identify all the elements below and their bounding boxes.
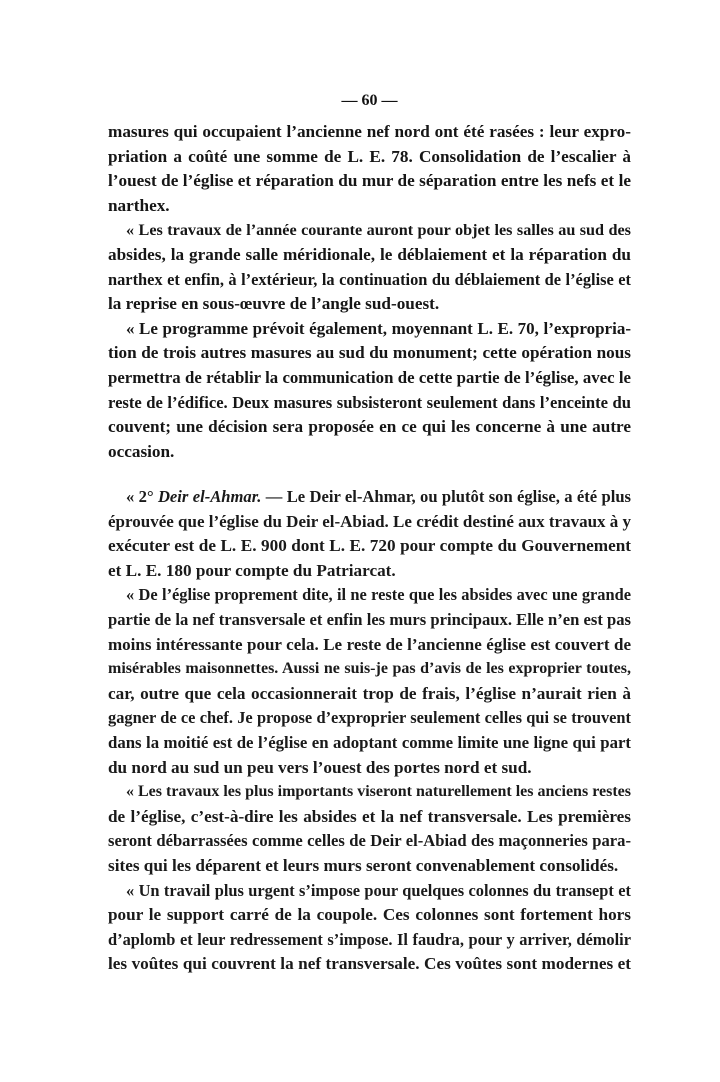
text-line: « Le programme prévoit également, moyennant L. E. 70, l’expropria- xyxy=(126,318,631,338)
text-line: masures qui occupaient l’ancienne nef nord ont été rasées : leur expro- xyxy=(108,122,631,141)
paragraph xyxy=(108,317,631,465)
text-line: exécuter est de L. E. 900 dont L. E. 720 pour compte du Gouvernement xyxy=(108,536,631,556)
text-line: les voûtes qui couvrent la nef transversale. Ces voûtes sont modernes et xyxy=(108,954,631,974)
text-line: partie de la nef transversale et enfin les murs principaux. Elle n’en est pas xyxy=(108,609,631,629)
text-line: « De l’église proprement dite, il ne reste que les absides avec une grande xyxy=(126,585,631,605)
text-line: reste de l’édifice. Deux masures subsisteront seulement dans l’enceinte du xyxy=(108,392,631,412)
document-page xyxy=(108,0,631,1082)
text-line: « Les travaux les plus importants viseront naturellement les anciens restes xyxy=(126,783,631,801)
text-line: tion de trois autres masures au sud du monument; cette opération nous xyxy=(108,343,631,363)
text-line: occasion. xyxy=(108,441,175,461)
text-line: permettra de rétablir la communication de cette partie de l’église, avec le xyxy=(108,367,631,387)
text-line: misérables maisonnettes. Aussi ne suis-je pas d’avis de les exproprier toutes, xyxy=(108,660,631,678)
text-line: absides, la grande salle méridionale, le déblaiement et la réparation du xyxy=(108,244,631,264)
paragraph xyxy=(108,120,631,218)
text-line: moins intéressante pour cela. Le reste de l’ancienne église est couvert de xyxy=(108,634,631,654)
text-line: de l’église, c’est-à-dire les absides et la nef transversale. Les premières xyxy=(108,806,631,826)
text-line: la reprise en sous-œuvre de l’angle sud-ouest. xyxy=(108,294,440,314)
text-fragment: — Le Deir el-Ahmar, ou plutôt son église, a été plus xyxy=(265,487,631,506)
text-line: éprouvée que l’église du Deir el-Abiad. Le crédit destiné aux travaux à y xyxy=(108,511,631,531)
paragraph xyxy=(108,879,631,977)
section-marker: « 2° xyxy=(126,487,154,506)
text-line: d’aplomb et leur redressement s’impose. Il faudra, pour y arriver, démolir xyxy=(108,929,631,949)
paragraph xyxy=(108,780,631,878)
text-line: narthex et enfin, à l’extérieur, la continuation du déblaiement de l’église et xyxy=(108,269,631,289)
text-line: sites qui les déparent et leurs murs seront convenablement consolidés. xyxy=(108,855,619,875)
text-line: seront débarrassées comme celles de Deir el-Abiad des maçonneries para- xyxy=(108,831,631,851)
section-heading-line xyxy=(108,485,631,510)
text-line: couvent; une décision sera proposée en ce qui les concerne à une autre xyxy=(108,417,631,437)
text-line: priation a coûté une somme de L. E. 78. Consolidation de l’escalier à xyxy=(108,146,631,166)
text-line: dans la moitié est de l’église en adoptant comme limite une ligne qui part xyxy=(108,732,631,752)
text-line: et L. E. 180 pour compte du Patriarcat. xyxy=(108,560,396,580)
paragraph xyxy=(108,583,631,780)
paragraph xyxy=(108,218,631,316)
text-line: l’ouest de l’église et réparation du mur de séparation entre les nefs et le xyxy=(108,171,631,191)
text-line: gagner de ce chef. Je propose d’exproprier seulement celles qui se trouvent xyxy=(108,708,631,728)
section-heading: Deir el-Ahmar. xyxy=(157,487,262,506)
text-line: du nord au sud un peu vers l’ouest des portes nord et sud. xyxy=(108,757,532,777)
text-line: pour le support carré de la coupole. Ces colonnes sont fortement hors xyxy=(108,905,631,925)
section-2-deir-el-ahmar xyxy=(108,485,631,977)
text-line: « Un travail plus urgent s’impose pour quelques colonnes du transept et xyxy=(126,880,631,900)
text-line: « Les travaux de l’année courante auront pour objet les salles au sud des xyxy=(126,221,631,240)
text-line: car, outre que cela occasionnerait trop de frais, l’église n’aurait rien à xyxy=(108,683,631,703)
paragraph xyxy=(108,485,631,583)
section-1-text xyxy=(108,120,631,464)
page-number: — 60 — xyxy=(341,92,398,109)
text-line: narthex. xyxy=(108,195,170,215)
